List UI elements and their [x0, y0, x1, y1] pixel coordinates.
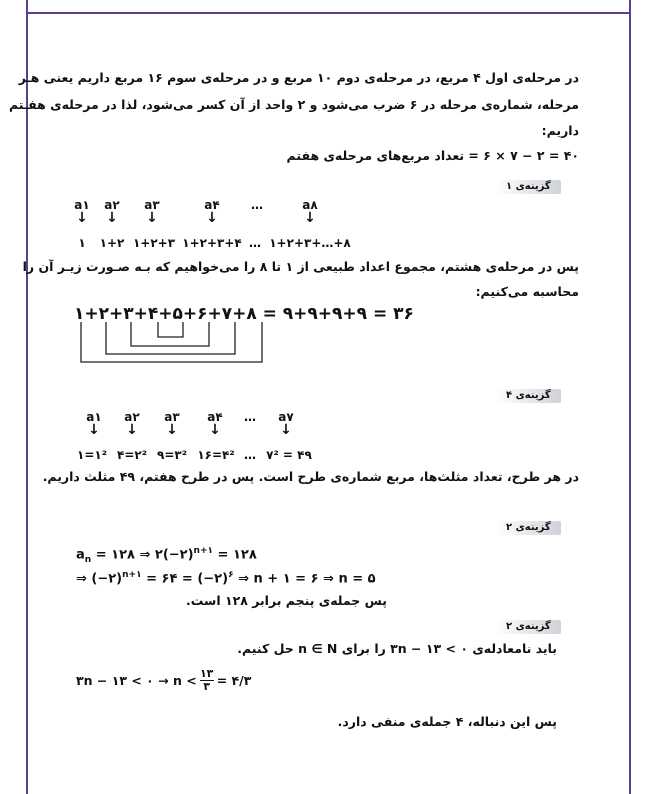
q5-sum-equation: ۱+۲+۳+۴+۵+۶+۷+۸ = ۹+۹+۹+۹ = ۳۶ — [74, 304, 414, 324]
q5-label-4: a۴ — [204, 198, 220, 212]
q6-value-1: ۱=۱² — [77, 448, 107, 462]
pair-bracket-3-6 — [131, 322, 209, 346]
intro-line-3: داریم: — [541, 123, 579, 138]
q5-text-2: محاسبه می‌کنیم: — [475, 284, 579, 299]
q5-value-3: ۱+۲+۳ — [132, 236, 176, 250]
down-arrow-icon: ↓ — [126, 422, 138, 438]
q5-label-8: a۸ — [302, 198, 318, 212]
question-8-answer-badge: گزینه‌ی ۲ — [496, 620, 561, 634]
q6-value-ellipsis: … — [244, 448, 256, 462]
q6-label-2: a۲ — [124, 410, 140, 424]
intro-formula: ۴۰ = ۲ − ۷ × ۶ = تعداد مربع‌های مرحله‌ی هفتم — [286, 148, 579, 163]
question-6-answer-badge: گزینه‌ی ۴ — [496, 389, 561, 403]
q5-label-1: a۱ — [74, 198, 90, 212]
q5-value-2: ۱+۲ — [99, 236, 125, 250]
down-arrow-icon: ↓ — [76, 210, 88, 226]
q8-inequality-left: ۳n − ۱۳ < ۰ → n < — [76, 673, 197, 688]
q7-equation-line-2: ⇒ (−۲)$^{n+۱}$ = ۶۴ = (−۲)$^۶$ ⇒ n + ۱ = ۶ ⇒ n = ۵ — [76, 570, 376, 587]
intro-line-1: در مرحله‌ی اول ۴ مربع، در مرحله‌ی دوم ۱۰ مربع و در مرحله‌ی سوم ۱۶ مربع داریم یعنی هـر — [18, 70, 579, 85]
pair-bracket-2-7 — [106, 322, 235, 354]
down-arrow-icon: ↓ — [166, 422, 178, 438]
q6-label-1: a۱ — [86, 410, 102, 424]
q5-value-1: ۱ — [78, 236, 86, 250]
q8-fraction-numerator: ۱۳ — [199, 667, 214, 680]
q6-text: در هر طرح، تعداد مثلث‌ها، مربع شماره‌ی طرح است. پس در طرح هفتم، ۴۹ مثلث داریم. — [42, 469, 579, 484]
down-arrow-icon: ↓ — [88, 422, 100, 438]
q6-value-7: ۷² = ۴۹ — [266, 448, 312, 462]
down-arrow-icon: ↓ — [304, 210, 316, 226]
q8-fraction-denominator: ۳ — [203, 680, 211, 693]
down-arrow-icon: ↓ — [280, 422, 292, 438]
q8-fraction — [200, 668, 214, 693]
q6-value-3: ۹=۳² — [157, 448, 187, 462]
q8-text-2: پس این دنباله، ۴ جمله‌ی منفی دارد. — [337, 714, 557, 729]
question-5-answer-badge: گزینه‌ی ۱ — [496, 180, 561, 194]
q5-label-3: a۳ — [144, 198, 160, 212]
q8-text-1: باید نامعادله‌ی ۰ > ۱۳ − ۳n را برای n ∈ N حل کنیم. — [237, 641, 557, 656]
q5-label-ellipsis: … — [251, 198, 263, 212]
q6-label-ellipsis: … — [244, 410, 256, 424]
q5-value-ellipsis: … — [249, 236, 261, 250]
q6-label-4: a۴ — [207, 410, 223, 424]
q5-value-4: ۱+۲+۳+۴ — [182, 236, 242, 250]
q7-equation-line-1: $a_n$ = ۱۲۸ ⇒ ۲(−۲)$^{n+۱}$ = ۱۲۸ — [76, 546, 257, 565]
question-7-answer-badge: گزینه‌ی ۲ — [496, 521, 561, 535]
q6-value-4: ۱۶=۴² — [197, 448, 235, 462]
q6-label-7: a۷ — [278, 410, 294, 424]
q6-value-2: ۴=۲² — [117, 448, 147, 462]
intro-line-2: مرحله، شماره‌ی مرحله در ۶ ضرب می‌شود و ۲ واحد از آن کسر می‌شود، لذا در مرحله‌ی هفـتم — [8, 97, 579, 112]
q5-text-1: پس در مرحله‌ی هشتم، مجموع اعداد طبیعی از ۱ تا ۸ را می‌خواهیم که بـه صـورت زیـر آن را — [22, 259, 579, 274]
down-arrow-icon: ↓ — [106, 210, 118, 226]
down-arrow-icon: ↓ — [146, 210, 158, 226]
q8-inequality — [76, 668, 251, 693]
q5-value-8: ۱+۲+۳+…+۸ — [269, 236, 351, 250]
q6-label-3: a۳ — [164, 410, 180, 424]
down-arrow-icon: ↓ — [209, 422, 221, 438]
q5-label-2: a۲ — [104, 198, 120, 212]
q7-text: پس جمله‌ی پنجم برابر ۱۲۸ است. — [186, 593, 387, 608]
q8-inequality-right: = ۴/۳ — [216, 673, 252, 688]
down-arrow-icon: ↓ — [206, 210, 218, 226]
pair-bracket-4-5 — [158, 322, 183, 337]
